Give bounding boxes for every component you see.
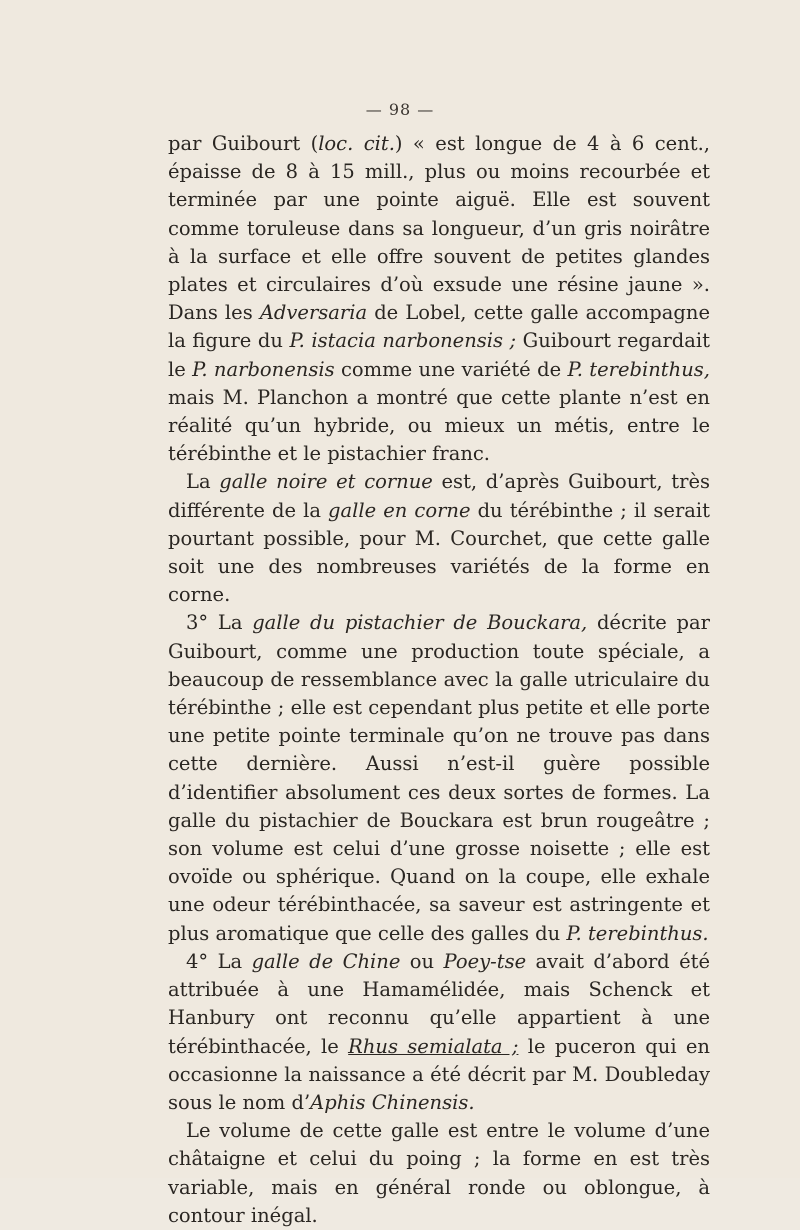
italic-text: P. terebinthus. xyxy=(566,921,709,945)
italic-text: loc. cit. xyxy=(318,132,395,155)
italic-text: Rhus semialata ; xyxy=(348,1034,519,1058)
text-run: est, d’après Guibourt, très différente de la xyxy=(168,470,711,522)
italic-text: P. istacia narbonensis ; xyxy=(289,329,517,353)
text-run: 4° La xyxy=(186,949,252,973)
paragraph xyxy=(168,948,710,1117)
italic-text: galle noire et cornue xyxy=(219,470,433,494)
text-run: ) « est longue de 4 à 6 cent., épaisse de 8 à 15 mill., plus ou moins recourbée et terminée par une pointe aiguë. Elle est souvent comme toruleuse dans sa longueur, d’un gris noirâtre à la surface et elle offre souvent de petites glandes plates et circulaires d’où exsude une résine jaune ». Dans les xyxy=(168,132,710,325)
text-run: de Lobel, cette galle accompagne la figure du xyxy=(168,301,710,353)
text-run: du térébinthe ; il serait pourtant possible, pour M. Courchet, que cette galle soit une des nombreuses variétés de la forme en corne. xyxy=(168,498,710,607)
italic-text: galle de Chine xyxy=(251,949,401,973)
text-run: Le volume de cette galle est entre le volume d’une châtaigne et celui du poing ; la forme en est très variable, mais en général ronde ou oblongue, à contour inégal. xyxy=(168,1119,710,1227)
paragraph xyxy=(168,1117,710,1230)
paragraph xyxy=(168,609,710,947)
italic-text: P. narbonensis xyxy=(192,357,335,381)
text-run: mais M. Planchon a montré que cette plante n’est en réalité qu’un hybride, ou mieux un métis, entre le térébinthe et le pistachier franc. xyxy=(168,385,710,466)
text-run: ou xyxy=(400,949,444,973)
italic-text: galle en corne xyxy=(328,498,471,522)
text-run: par Guibourt ( xyxy=(168,132,319,155)
text-run: Guibourt regardait le xyxy=(168,329,710,381)
paragraph xyxy=(168,468,710,609)
italic-text: Poey-tse xyxy=(443,949,527,973)
paragraph xyxy=(168,130,710,468)
text-run: comme une variété de xyxy=(334,357,568,381)
text-run: La xyxy=(186,470,220,494)
text-run: avait d’abord été attribuée à une Hamamélidée, mais Schenck et Hanbury ont reconnu qu’elle appartient à une térébinthacée, le xyxy=(168,949,710,1058)
italic-text: Aphis Chinensis. xyxy=(310,1090,475,1114)
text-run: décrite par Guibourt, comme une production toute spéciale, a beaucoup de ressemblance avec la galle utriculaire du térébinthe ; elle est cependant plus petite et elle porte une petite pointe terminale qu’on ne trouve pas dans cette dernière. Aussi n’est-il guère possible d’identifier absolument ces deux sortes de formes. La galle du pistachier de Bouckara est brun rougeâtre ; son volume est celui d’une grosse noisette ; elle est ovoïde ou sphérique. Quand on la coupe, elle exhale une odeur térébinthacée, sa saveur est astringente et plus aromatique que celle des galles du xyxy=(168,611,710,945)
italic-text: Adversaria xyxy=(259,301,368,325)
italic-text: galle du pistachier de Bouckara, xyxy=(252,611,588,635)
text-run: 3° La xyxy=(186,611,253,635)
italic-text: P. terebinthus, xyxy=(567,357,710,381)
body-text xyxy=(168,130,710,1230)
page-number: — 98 — xyxy=(365,100,435,119)
text-run: le puceron qui en occasionne la naissance a été décrit par M. Doubleday sous le nom d’ xyxy=(168,1034,710,1114)
